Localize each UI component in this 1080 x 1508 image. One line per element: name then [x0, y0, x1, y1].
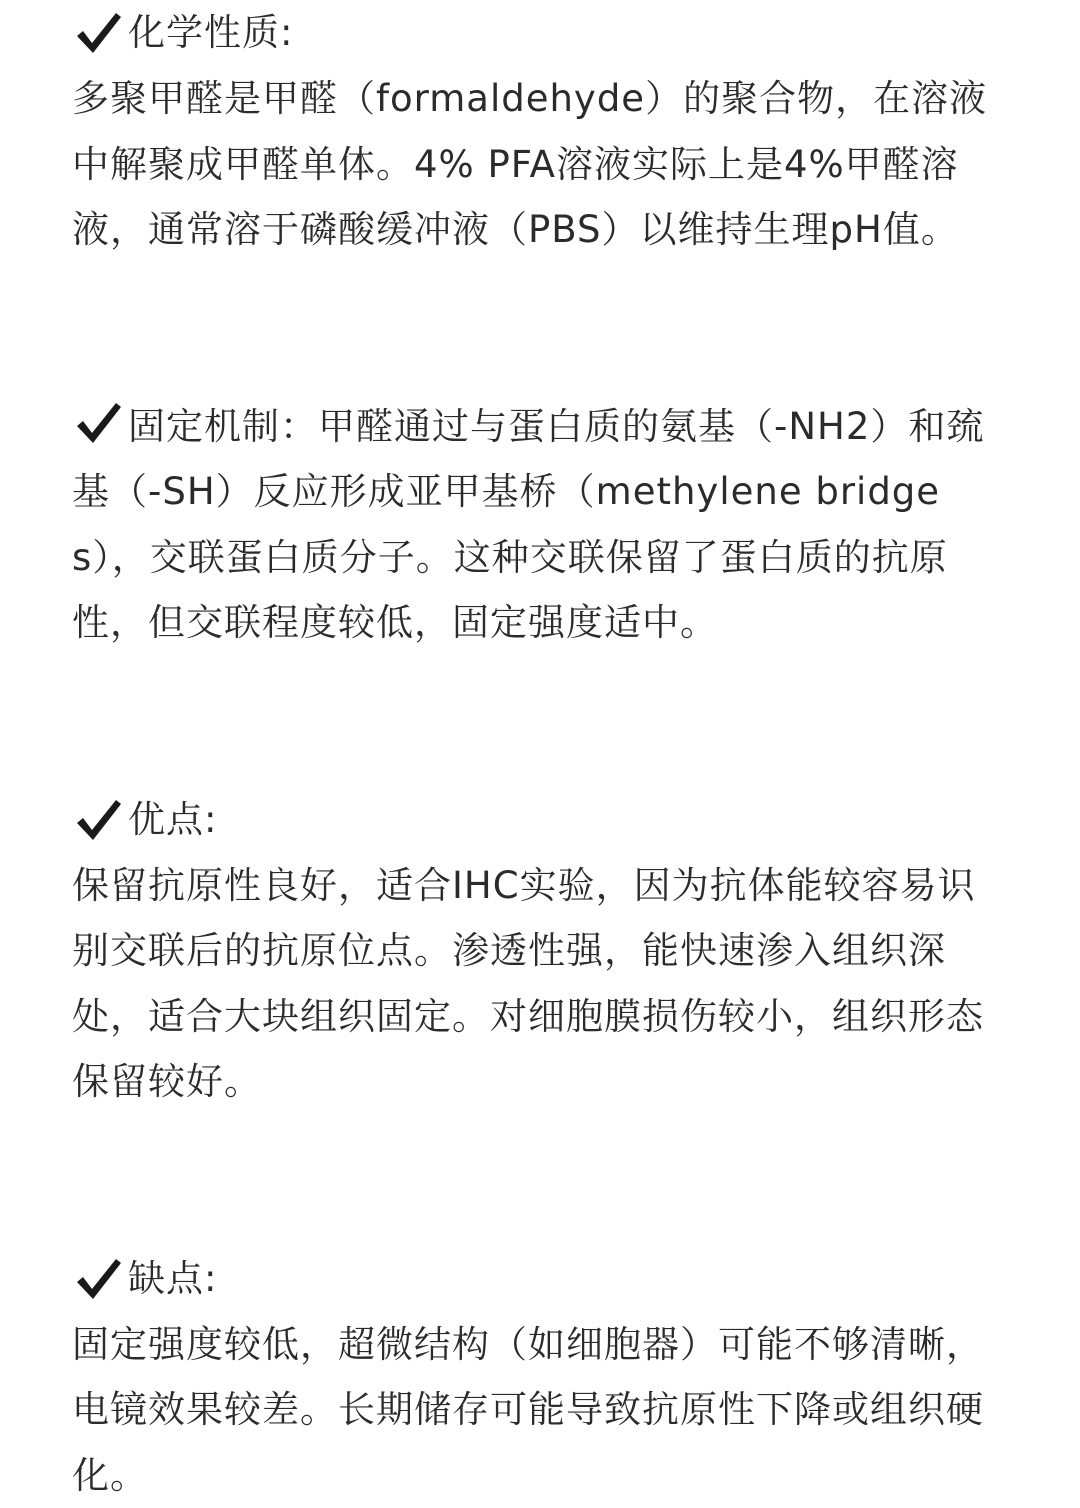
spacer: [72, 656, 1012, 787]
section-advantages: [72, 787, 1012, 1115]
section-body: 多聚甲醛是甲醛（formaldehyde）的聚合物，在溶液中解聚成甲醛单体。4% PFA溶液实际上是4%甲醛溶液，通常溶于磷酸缓冲液（PBS）以维持生理pH值。: [72, 66, 1012, 263]
section-heading-text: 缺点:: [128, 1246, 217, 1312]
section-heading-text: 优点:: [128, 787, 217, 853]
section-heading-text: 化学性质:: [128, 0, 293, 66]
check-mark-icon: [72, 1253, 124, 1305]
section-heading: [72, 1246, 1012, 1312]
check-mark-icon: [72, 794, 124, 846]
section-body: 甲醛通过与蛋白质的氨基（-NH2）和巯基（-SH）反应形成亚甲基桥（methylene bridges），交联蛋白质分子。这种交联保留了蛋白质的抗原性，但交联程度较低，固定强度适中。: [72, 405, 984, 645]
spacer: [72, 1115, 1012, 1246]
section-body: 固定强度较低，超微结构（如细胞器）可能不够清晰，电镜效果较差。长期储存可能导致抗原性下降或组织硬化。: [72, 1312, 1012, 1508]
section-body: 保留抗原性良好，适合IHC实验，因为抗体能较容易识别交联后的抗原位点。渗透性强，能快速渗入组织深处，适合大块组织固定。对细胞膜损伤较小，组织形态保留较好。: [72, 853, 1012, 1115]
document-page: [72, 0, 1012, 1508]
section-heading: [72, 787, 1012, 853]
spacer: [72, 263, 1012, 394]
section-heading-text: 固定机制：: [128, 405, 318, 448]
section-heading: [72, 0, 1012, 66]
section-fixation-mechanism: [72, 394, 1012, 656]
check-mark-icon: [72, 7, 124, 59]
section-disadvantages: [72, 1246, 1012, 1508]
check-mark-icon: [72, 397, 124, 449]
section-paragraph: [72, 394, 1012, 656]
section-chemical-properties: [72, 0, 1012, 263]
